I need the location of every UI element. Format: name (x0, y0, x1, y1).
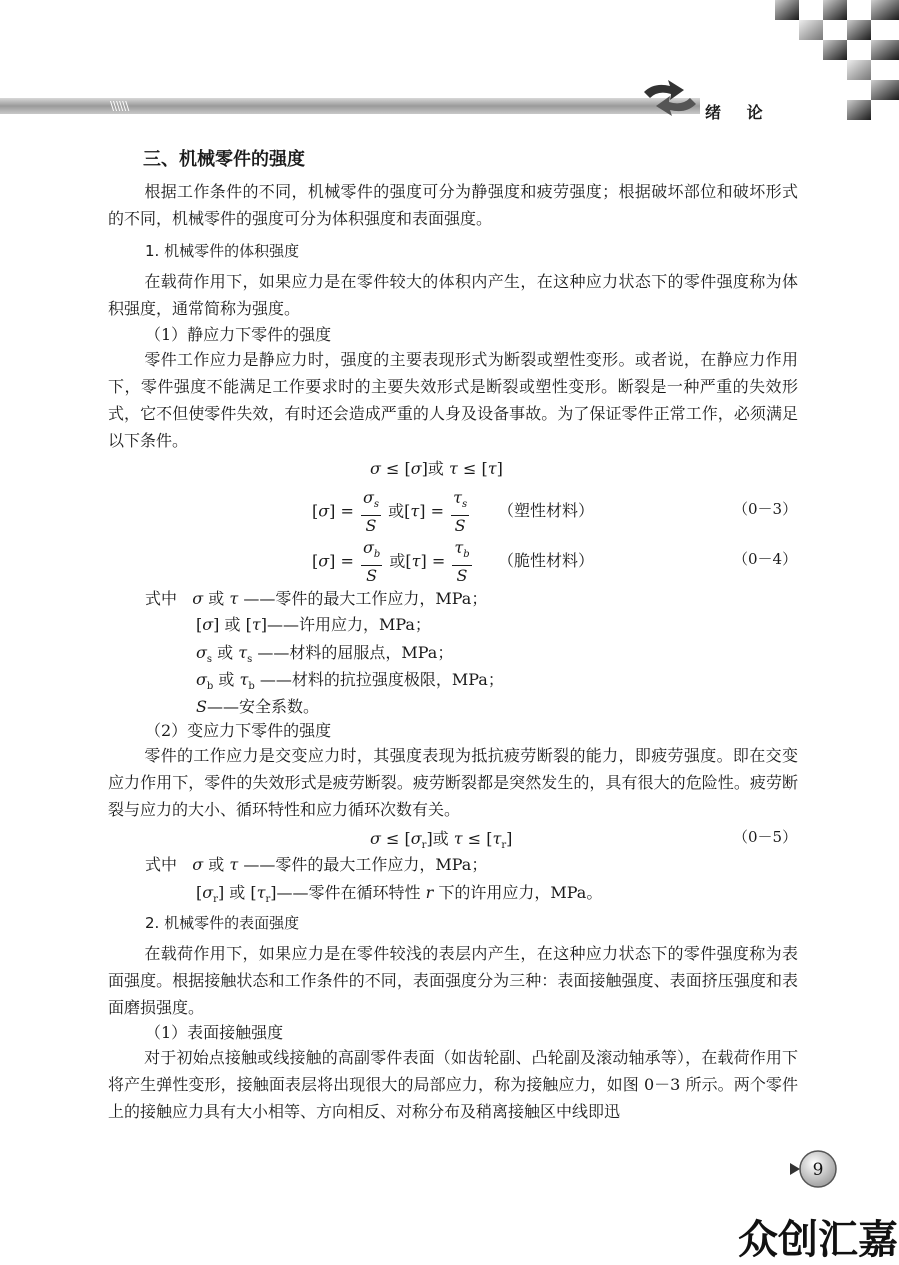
variable-heading: （2）变应力下零件的强度 (145, 721, 332, 740)
subsection-heading-volume: 1. 机械零件的体积强度 (145, 242, 300, 260)
intro-paragraph: 根据工作条件的不同，机械零件的强度可分为静强度和疲劳强度；根据破坏部位和破坏形式的不同，机械零件的强度可分为体积强度和表面强度。 (108, 182, 798, 228)
definition-where-2: 式中 σ 或 τ ——零件的最大工作应力，MPa； (145, 855, 488, 874)
static-heading: （1）静应力下零件的强度 (145, 325, 332, 344)
definition-allowable: [σ] 或 [τ]——许用应力，MPa； (196, 615, 431, 634)
header-bar (0, 98, 700, 114)
definition-where-1: 式中 σ 或 τ ——零件的最大工作应力，MPa； (145, 589, 488, 608)
arrow-icon (640, 78, 700, 118)
definition-tensile: $\sigma_b$ 或 $\tau_b$ ——材料的抗拉强度极限，MPa； (196, 670, 504, 693)
header-stripes: \\\\\\ (110, 99, 129, 113)
page-number: 9 (812, 1160, 824, 1180)
checker-decoration (775, 0, 899, 120)
formula-0-4-note: （脆性材料） (498, 551, 595, 570)
definition-fatigue-allowable: $[\sigma_r]$ 或 $[\tau_r]——$零件在循环特性 r 下的许用应力，MPa。 (196, 883, 603, 906)
formula-0-4: [σ] = $\frac{\sigma_b}{S}$ 或[τ] = $\frac{\tau_b}{S}$ (312, 538, 470, 586)
page-number-badge (788, 1145, 840, 1193)
equation-number-0-4: （0－4） (733, 550, 798, 568)
section-title: 三、机械零件的强度 (143, 149, 305, 170)
formula-0-3-note: （塑性材料） (498, 501, 595, 520)
subsection-heading-surface: 2. 机械零件的表面强度 (145, 914, 300, 932)
volume-paragraph: 在载荷作用下，如果应力是在零件较大的体积内产生，在这种应力状态下的零件强度称为体积强度，通常简称为强度。 (108, 272, 798, 318)
definition-safety: S——安全系数。 (196, 697, 319, 716)
variable-paragraph: 零件的工作应力是交变应力时，其强度表现为抵抗疲劳断裂的能力，即疲劳强度。即在交变应力作用下，零件的失效形式是疲劳断裂。疲劳断裂都是突然发生的，具有很大的危险性。疲劳断裂与应力的大小、循环特性和应力循环次数有关。 (108, 746, 798, 819)
contact-heading: （1）表面接触强度 (145, 1023, 284, 1042)
contact-paragraph: 对于初始点接触或线接触的高副零件表面（如齿轮副、凸轮副及滚动轴承等），在载荷作用下将产生弹性变形，接触面表层将出现很大的局部应力，称为接触应力，如图 0－3 所示。两个零件上的接触应力具有大小相等、方向相反、对称分布及稍离接触区中线即迅 (108, 1048, 798, 1121)
chapter-title: 绪 论 (705, 103, 773, 122)
surface-paragraph: 在载荷作用下，如果应力是在零件较浅的表层内产生，在这种应力状态下的零件强度称为表面强度。根据接触状态和工作条件的不同，表面强度分为三种：表面接触强度、表面挤压强度和表面磨损强度。 (108, 944, 798, 1017)
definition-yield: $\sigma_s$ 或 $\tau_s$ ——材料的屈服点，MPa； (196, 643, 454, 666)
watermark: 众创汇嘉 (738, 1217, 898, 1263)
formula-0-5: $\sigma \le [\sigma_r]$或 $\tau \le [\tau_r]$ (370, 829, 513, 852)
condition-formula: σ ≤ [σ]或 τ ≤ [τ] (370, 459, 503, 478)
formula-0-3: [σ] = $\frac{\sigma_s}{S}$ 或[τ] = $\frac{\tau_s}{S}$ (312, 488, 468, 536)
static-paragraph: 零件工作应力是静应力时，强度的主要表现形式为断裂或塑性变形。或者说，在静应力作用下，零件强度不能满足工作要求时的主要失效形式是断裂或塑性变形。断裂是一种严重的失效形式，它不但使零件失效，有时还会造成严重的人身及设备事故。为了保证零件正常工作，必须满足以下条件。 (108, 350, 798, 450)
equation-number-0-5: （0－5） (733, 828, 798, 846)
equation-number-0-3: （0－3） (733, 500, 798, 518)
